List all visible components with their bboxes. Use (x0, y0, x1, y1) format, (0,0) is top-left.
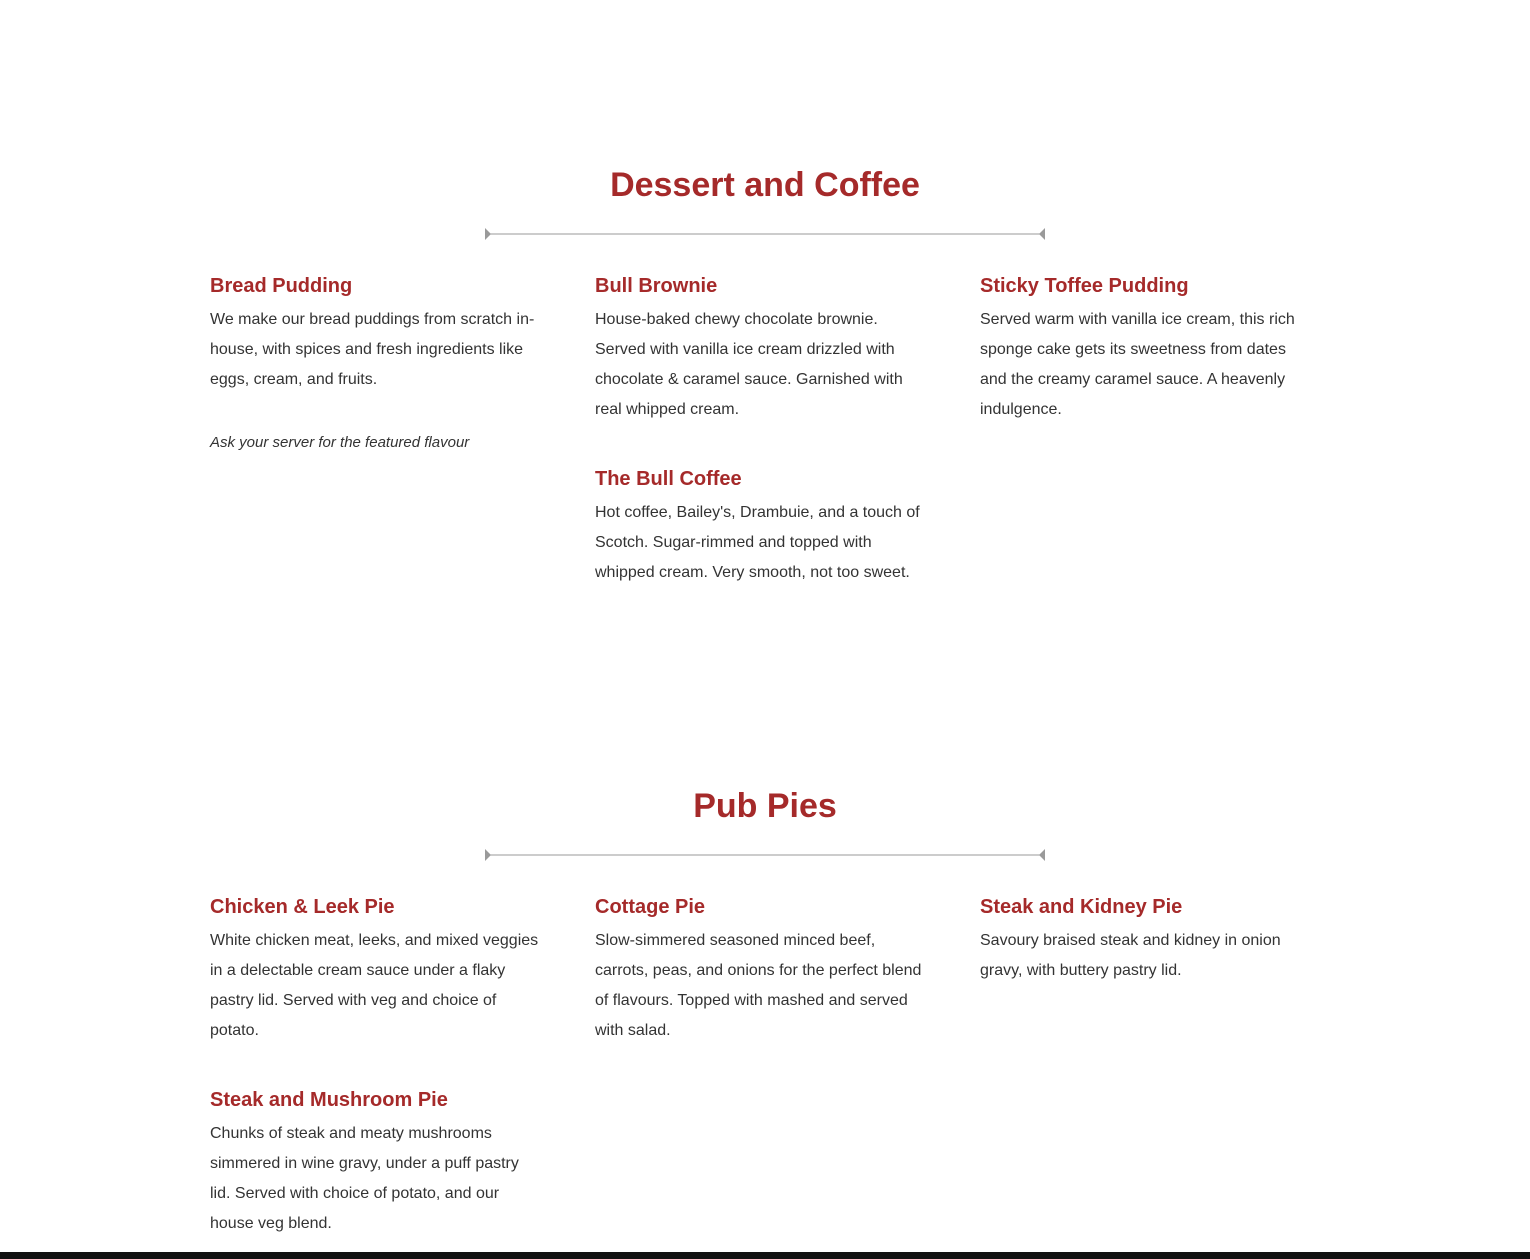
menu-item-chicken-and-leek-pie (210, 894, 540, 1046)
menu-item-bull-brownie (595, 273, 925, 425)
menu-item-description: Hot coffee, Bailey's, Drambuie, and a touch of Scotch. Sugar-rimmed and topped with whipped cream. Very smooth, not too sweet. (595, 504, 920, 581)
menu-item-description: We make our bread puddings from scratch in-house, with spices and fresh ingredients like eggs, cream, and fruits. (210, 311, 535, 388)
menu-item-cottage-pie (595, 894, 925, 1046)
section-divider (484, 228, 1046, 240)
menu-item-bread-pudding (210, 273, 540, 453)
menu-item-description: Served warm with vanilla ice cream, this rich sponge cake gets its sweetness from dates and the creamy caramel sauce. A heavenly indulgence. (980, 311, 1295, 418)
menu-item-description: Slow-simmered seasoned minced beef, carrots, peas, and onions for the perfect blend of flavours. Topped with mashed and served with salad. (595, 932, 922, 1039)
section-title-pub-pies: Pub Pies (693, 787, 837, 825)
menu-item-description: Savoury braised steak and kidney in onion gravy, with buttery pastry lid. (980, 932, 1281, 979)
menu-item-description: Chunks of steak and meaty mushrooms simmered in wine gravy, under a puff pastry lid. Served with choice of potato, and our house veg blend. (210, 1125, 519, 1232)
section-title-dessert-and-coffee: Dessert and Coffee (610, 166, 920, 204)
menu-item-name: Steak and Kidney Pie (980, 896, 1183, 918)
menu-item-name: The Bull Coffee (595, 468, 742, 490)
menu-item-note: Ask your server for the featured flavour (210, 434, 470, 451)
menu-item-sticky-toffee-pudding (980, 273, 1310, 425)
menu-item-name: Cottage Pie (595, 896, 706, 918)
menu-item-name: Steak and Mushroom Pie (210, 1089, 448, 1111)
menu-item-steak-and-mushroom-pie (210, 1087, 540, 1239)
menu-item-name: Bread Pudding (210, 275, 353, 297)
footer-bar (0, 1252, 1530, 1259)
section-divider (484, 849, 1046, 861)
menu-item-steak-and-kidney-pie (980, 894, 1310, 986)
menu-item-description: White chicken meat, leeks, and mixed veggies in a delectable cream sauce under a flaky pastry lid. Served with veg and choice of potato. (210, 932, 539, 1039)
menu-item-the-bull-coffee (595, 466, 925, 588)
menu-item-description: House-baked chewy chocolate brownie. Served with vanilla ice cream drizzled with chocolate & caramel sauce. Garnished with real whipped cream. (595, 311, 903, 418)
menu-item-name: Chicken & Leek Pie (210, 896, 395, 918)
menu-item-name: Sticky Toffee Pudding (980, 275, 1189, 297)
menu-item-name: Bull Brownie (595, 275, 718, 297)
